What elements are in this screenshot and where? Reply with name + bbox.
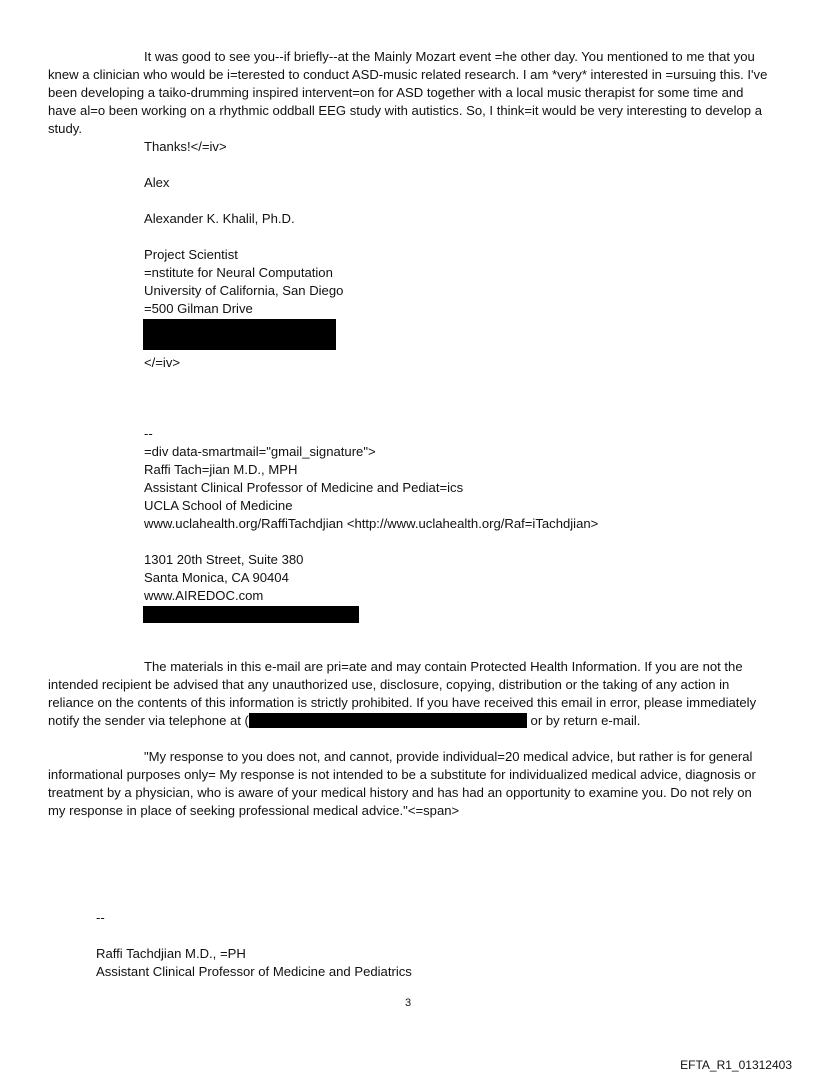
sig1-university: University of California, San Diego — [144, 283, 344, 298]
page-number: 3 — [404, 997, 412, 1009]
disclaimer-text-start: The materials in this e-mail are pri=ate and may contain Protected Health Information. If you are not the intended recipient be advised that any unauthorized use, disclosure, copying, distribution or the taking of any action in reliance on the contents of this information is strictly prohibited. If you have received this email in error, please immediately notify the sender via telephone at ( — [48, 659, 757, 728]
medical-note-text: "My response to you does not, and cannot, provide individual=20 medical advice, but rather is for general informational purposes only= My response is not intended to be a substitute for individualized medical advice, diagnosis or treatment by a physician, who is aware of your medical history and has had an opportunity to examine you. Do not rely on my response in place of seeking professional medical advice."<=span> — [48, 749, 756, 818]
sig3-title: Assistant Clinical Professor of Medicine and Pediatrics — [96, 964, 412, 979]
disclaimer-text-end: or by return e-mail. — [526, 713, 641, 728]
thanks-line: Thanks!</=iv> — [144, 139, 227, 154]
intro-paragraph — [48, 48, 768, 138]
sig2-street: 1301 20th Street, Suite 380 — [144, 552, 304, 567]
sig3-dashes: -- — [96, 910, 105, 925]
intro-text: It was good to see you--if briefly--at the Mainly Mozart event =he other day. You mentioned to me that you knew a clinician who would be i=terested to conduct ASD-music related research. I am *very* interested in =ursuing this. I've been developing a taiko-drumming inspired intervent=on for ASD together with a local music therapist for some time and have al=o been working on a rhythmic oddball EEG study with autistics. So, I think=it would be very interesting to develop a study. — [48, 49, 768, 136]
sig3-name: Raffi Tachdjian M.D., =PH — [96, 946, 246, 961]
sig2-city: Santa Monica, CA 90404 — [144, 570, 289, 585]
sig2-dashes: -- — [144, 426, 153, 441]
disclaimer-paragraph — [48, 658, 768, 730]
sig2-title: Assistant Clinical Professor of Medicine and Pediat=ics — [144, 480, 464, 495]
sig1-title: Project Scientist — [144, 247, 238, 262]
sig2-school: UCLA School of Medicine — [144, 498, 293, 513]
document-id: EFTA_R1_01312403 — [680, 1058, 792, 1072]
sig1-street: =500 Gilman Drive — [144, 301, 253, 316]
sig2-name: Raffi Tach=jian M.D., MPH — [144, 462, 298, 477]
redaction-block — [143, 606, 359, 623]
sig2-site: www.AIREDOC.com — [144, 588, 264, 603]
redaction-block — [249, 713, 527, 728]
medical-note-paragraph — [48, 748, 768, 820]
sig1-closing-tag: </=iv> — [144, 355, 181, 370]
sig2-div-tag: =div data-smartmail="gmail_signature"> — [144, 444, 376, 459]
sig1-institute: =nstitute for Neural Computation — [144, 265, 333, 280]
redaction-block — [143, 319, 336, 350]
sig2-url: www.uclahealth.org/RaffiTachdjian <http://www.uclahealth.org/Raf=iTachdjian> — [144, 516, 599, 531]
alex-line: Alex — [144, 175, 170, 190]
sig1-name: Alexander K. Khalil, Ph.D. — [144, 211, 295, 226]
